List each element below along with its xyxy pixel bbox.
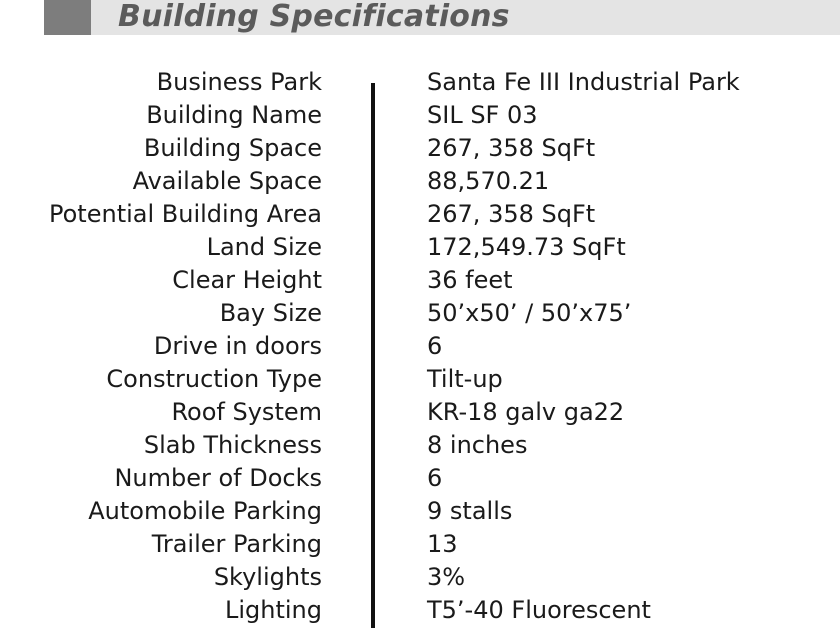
- spec-value: 6: [427, 464, 443, 492]
- spec-value: 13: [427, 530, 458, 558]
- spec-label: Building Name: [146, 101, 322, 129]
- spec-label: Potential Building Area: [49, 200, 322, 228]
- spec-value: 50’x50’ / 50’x75’: [427, 299, 632, 327]
- spec-label: Construction Type: [106, 365, 322, 393]
- spec-row-drive-in-doors: [0, 330, 840, 363]
- spec-row-skylights: [0, 561, 840, 594]
- spec-label: Available Space: [132, 167, 322, 195]
- spec-value: Santa Fe III Industrial Park: [427, 68, 740, 96]
- spec-label: Slab Thickness: [143, 431, 322, 459]
- spec-label: Lighting: [224, 596, 322, 624]
- spec-row-trailer-parking: [0, 528, 840, 561]
- header-accent-block: [44, 0, 91, 35]
- spec-value: 8 inches: [427, 431, 528, 459]
- spec-label: Building Space: [143, 134, 322, 162]
- spec-value: 36 feet: [427, 266, 513, 294]
- spec-value: 172,549.73 SqFt: [427, 233, 626, 261]
- spec-label: Business Park: [156, 68, 322, 96]
- spec-label: Roof System: [171, 398, 322, 426]
- spec-row-slab-thickness: [0, 429, 840, 462]
- spec-value: T5’-40 Fluorescent: [427, 596, 651, 624]
- spec-value: 88,570.21: [427, 167, 550, 195]
- spec-row-land-size: [0, 231, 840, 264]
- spec-label: Drive in doors: [153, 332, 322, 360]
- spec-value: 3%: [427, 563, 466, 591]
- spec-label: Land Size: [206, 233, 322, 261]
- spec-value: 9 stalls: [427, 497, 513, 525]
- spec-row-lighting: [0, 594, 840, 627]
- spec-label: Clear Height: [172, 266, 322, 294]
- spec-value: SIL SF 03: [427, 101, 538, 129]
- spec-value: Tilt-up: [427, 365, 503, 393]
- spec-label: Automobile Parking: [88, 497, 322, 525]
- spec-label: Skylights: [213, 563, 322, 591]
- spec-row-construction-type: [0, 363, 840, 396]
- spec-label: Trailer Parking: [151, 530, 322, 558]
- spec-row-clear-height: [0, 264, 840, 297]
- spec-row-roof-system: [0, 396, 840, 429]
- spec-row-available-space: [0, 165, 840, 198]
- spec-row-automobile-parking: [0, 495, 840, 528]
- spec-value: 267, 358 SqFt: [427, 134, 596, 162]
- spec-row-number-of-docks: [0, 462, 840, 495]
- spec-row-building-name: [0, 99, 840, 132]
- spec-row-business-park: [0, 66, 840, 99]
- spec-row-bay-size: [0, 297, 840, 330]
- spec-label: Bay Size: [219, 299, 322, 327]
- spec-value: 6: [427, 332, 443, 360]
- spec-list: [0, 66, 840, 627]
- spec-value: KR-18 galv ga22: [427, 398, 625, 426]
- spec-row-potential-building-area: [0, 198, 840, 231]
- spec-label: Number of Docks: [114, 464, 322, 492]
- spec-row-building-space: [0, 132, 840, 165]
- page-title: Building Specifications: [118, 0, 510, 34]
- spec-value: 267, 358 SqFt: [427, 200, 596, 228]
